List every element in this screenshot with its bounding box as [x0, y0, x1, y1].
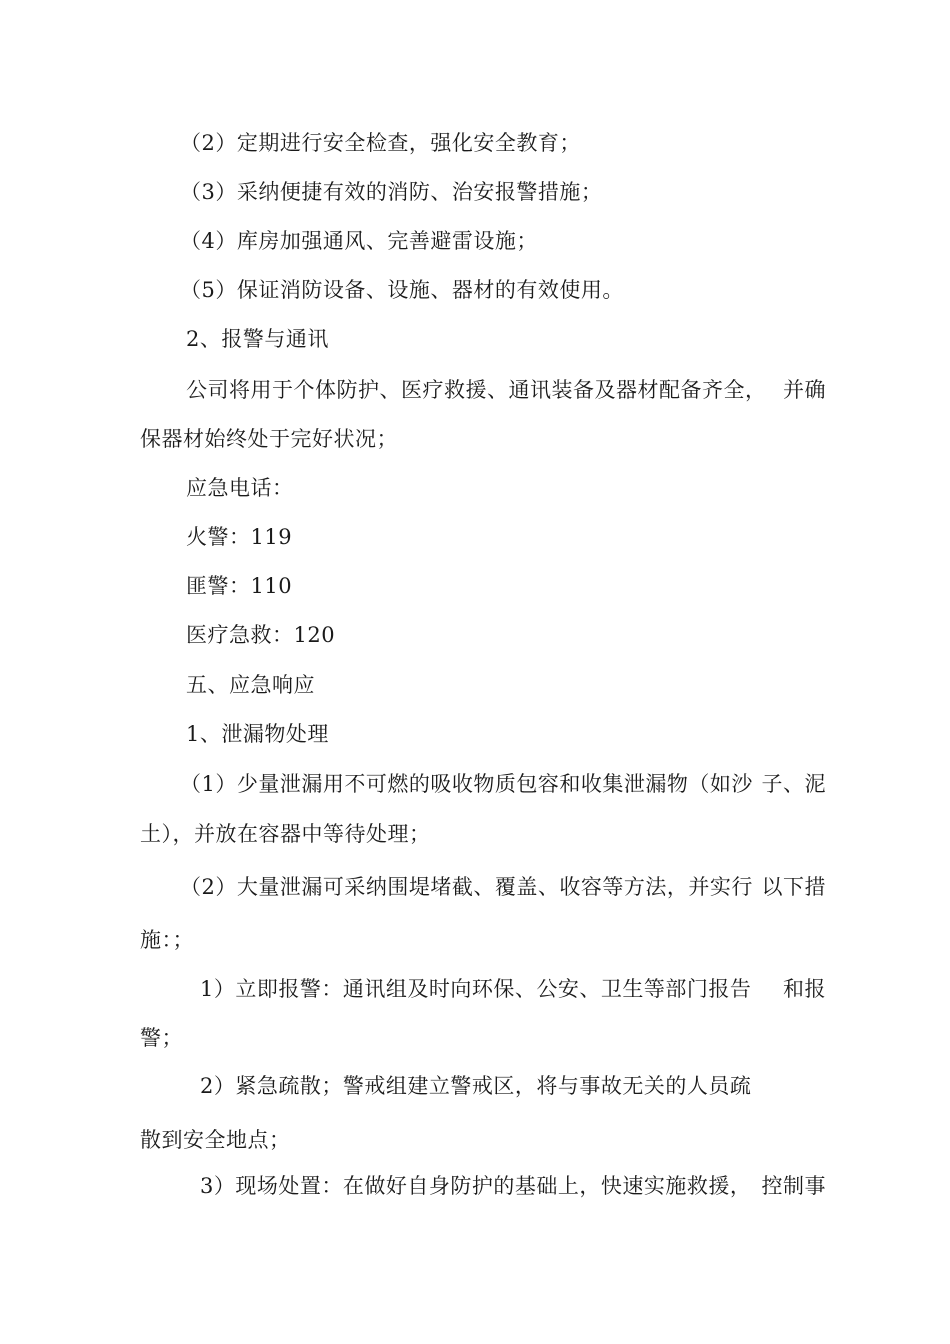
phone-police: 匪警：110	[186, 574, 293, 598]
text-line: 散到安全地点；	[140, 1128, 291, 1152]
text-line: （4）库房加强通风、完善避雷设施；	[180, 229, 538, 253]
text-line: 保器材始终处于完好状况；	[140, 427, 398, 451]
text-span: 子、泥	[761, 772, 826, 796]
text-line: 警；	[140, 1026, 183, 1050]
text-line: （2）定期进行安全检查，强化安全教育；	[180, 131, 581, 155]
text-span: （2）大量泄漏可采纳围堤堵截、覆盖、收容等方法，并实行	[180, 875, 753, 899]
phone-fire: 火警：119	[186, 525, 293, 549]
text-span: 3）现场处置：在做好自身防护的基础上，快速实施救援，	[200, 1174, 752, 1198]
text-span: 公司将用于个体防护、医疗救援、通讯装备及器材配备齐全，	[186, 378, 767, 402]
text-span: 和报	[783, 977, 826, 1001]
phone-medical: 医疗急救：120	[186, 623, 336, 647]
text-line: 施：；	[140, 928, 194, 952]
text-span: 1）立即报警：通讯组及时向环保、公安、卫生等部门报告	[200, 977, 752, 1001]
paragraph-line	[180, 875, 826, 899]
section-heading: 1、泄漏物处理	[186, 722, 329, 746]
paragraph-line	[200, 1174, 826, 1198]
section-heading: 2、报警与通讯	[186, 327, 329, 351]
text-span: 并确	[783, 378, 826, 402]
text-span: 以下措	[761, 875, 826, 899]
paragraph-line	[186, 378, 826, 402]
text-line: （5）保证消防设备、设施、器材的有效使用。	[180, 278, 624, 302]
text-span: 控制事	[761, 1174, 826, 1198]
text-line: 2）紧急疏散；警戒组建立警戒区，将与事故无关的人员疏	[200, 1074, 752, 1098]
paragraph-line	[200, 977, 826, 1001]
section-heading: 五、应急响应	[186, 673, 315, 697]
text-line: （3）采纳便捷有效的消防、治安报警措施；	[180, 180, 603, 204]
text-span: （1）少量泄漏用不可燃的吸收物质包容和收集泄漏物（如沙	[180, 772, 753, 796]
text-line: 应急电话：	[186, 476, 294, 500]
text-line: 土），并放在容器中等待处理；	[140, 822, 431, 846]
paragraph-line	[180, 772, 826, 796]
